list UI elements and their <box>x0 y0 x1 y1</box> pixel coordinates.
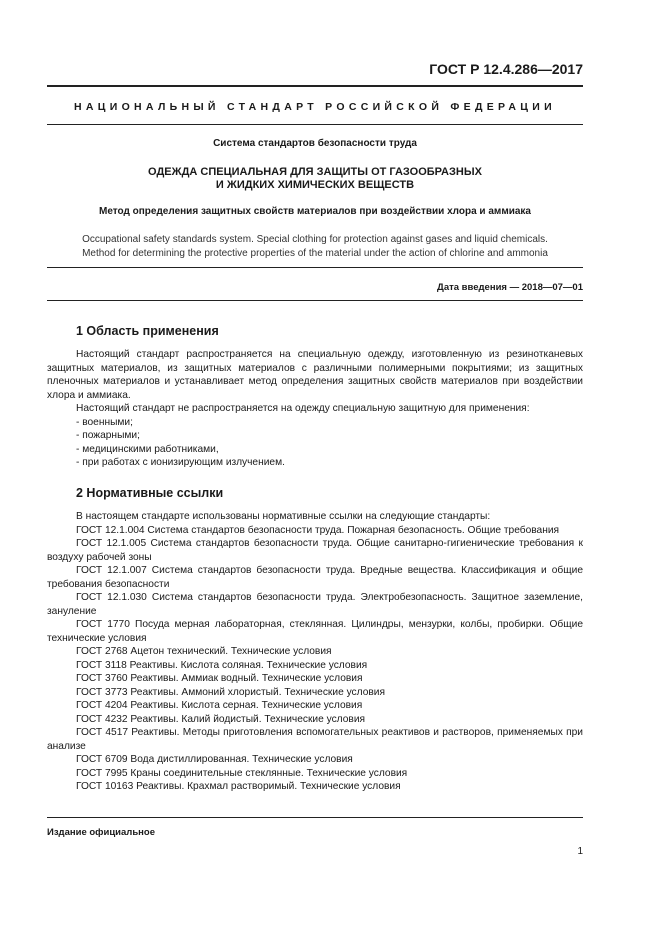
english-title <box>47 233 583 261</box>
paragraph: Настоящий стандарт не распространяется на одежду специальную защитную для применения: <box>76 403 530 414</box>
document-title <box>47 166 583 192</box>
section-1-heading: 1 Область применения <box>76 324 219 338</box>
reference-item: ГОСТ 7995 Краны соединительные стеклянные. Технические условия <box>76 767 408 779</box>
english-line-1: Occupational safety standards system. Special clothing for protection against gases and liquid chemicals. <box>82 234 548 245</box>
reference-item: ГОСТ 1770 Посуда мерная лабораторная, стеклянная. Цилиндры, мензурки, колбы, пробирки. Общие технические условия <box>47 619 583 644</box>
reference-item: ГОСТ 12.1.005 Система стандартов безопасности труда. Общие санитарно-гигиенические требования к воздуху рабочей зоны <box>47 538 583 563</box>
list-item: - военными; <box>76 416 133 428</box>
reference-item: ГОСТ 3118 Реактивы. Кислота соляная. Технические условия <box>76 659 368 671</box>
date-rule <box>47 300 583 301</box>
reference-item: ГОСТ 10163 Реактивы. Крахмал растворимый. Технические условия <box>76 781 401 792</box>
introduction-date: Дата введения — 2018—07—01 <box>437 282 583 293</box>
reference-item: ГОСТ 4204 Реактивы. Кислота серная. Технические условия <box>76 700 363 711</box>
list-item: - медицинскими работниками, <box>76 443 219 455</box>
title-line-1: ОДЕЖДА СПЕЦИАЛЬНАЯ ДЛЯ ЗАЩИТЫ ОТ ГАЗООБРАЗНЫХ <box>148 166 482 178</box>
paragraph: Настоящий стандарт распространяется на специальную одежду, изготовленную из резинотканевых защитных материалов, из защитных материалов с различными полимерными покрытиями; из защитных пленочных материалов и устанавливает метод определения защитных свойств материалов при воздействии хлора и аммиака. <box>47 349 583 401</box>
national-standard-banner: НАЦИОНАЛЬНЫЙ СТАНДАРТ РОССИЙСКОЙ ФЕДЕРАЦИИ <box>74 101 556 113</box>
reference-item: ГОСТ 12.1.004 Система стандартов безопасности труда. Пожарная безопасность. Общие требования <box>76 524 560 536</box>
header-rule <box>47 85 583 87</box>
banner-rule <box>47 124 583 125</box>
reference-item: ГОСТ 12.1.007 Система стандартов безопасности труда. Вредные вещества. Классификация и общие требования безопасности <box>47 565 583 590</box>
reference-item: ГОСТ 4517 Реактивы. Методы приготовления вспомогательных реактивов и растворов, применяемых при анализе <box>47 727 583 752</box>
page-number: 1 <box>577 846 583 857</box>
official-edition-label: Издание официальное <box>47 827 155 838</box>
reference-item: ГОСТ 2768 Ацетон технический. Технические условия <box>76 646 332 657</box>
reference-item: ГОСТ 4232 Реактивы. Калий йодистый. Технические условия <box>76 713 366 725</box>
paragraph: В настоящем стандарте использованы нормативные ссылки на следующие стандарты: <box>76 511 491 522</box>
section-2-heading: 2 Нормативные ссылки <box>76 486 224 500</box>
reference-item: ГОСТ 3760 Реактивы. Аммиак водный. Технические условия <box>76 673 363 684</box>
list-item: - при работах с ионизирующим излучением. <box>76 457 285 468</box>
footer-rule <box>47 817 583 818</box>
list-item: - пожарными; <box>76 430 140 441</box>
standard-number: ГОСТ Р 12.4.286—2017 <box>429 61 583 77</box>
standards-series: Система стандартов безопасности труда <box>213 138 417 149</box>
title-line-2: И ЖИДКИХ ХИМИЧЕСКИХ ВЕЩЕСТВ <box>215 179 415 191</box>
english-line-2: Method for determining the protective properties of the material under the action of chlorine and ammonia <box>82 248 548 259</box>
reference-item: ГОСТ 3773 Реактивы. Аммоний хлористый. Технические условия <box>76 686 385 698</box>
document-subtitle: Метод определения защитных свойств материалов при воздействии хлора и аммиака <box>99 206 531 217</box>
section-2-body <box>47 510 583 794</box>
title-rule <box>47 267 583 268</box>
reference-item: ГОСТ 6709 Вода дистиллированная. Технические условия <box>76 754 353 765</box>
section-1-body <box>47 348 583 470</box>
reference-item: ГОСТ 12.1.030 Система стандартов безопасности труда. Электробезопасность. Защитное заземление, зануление <box>47 592 583 617</box>
